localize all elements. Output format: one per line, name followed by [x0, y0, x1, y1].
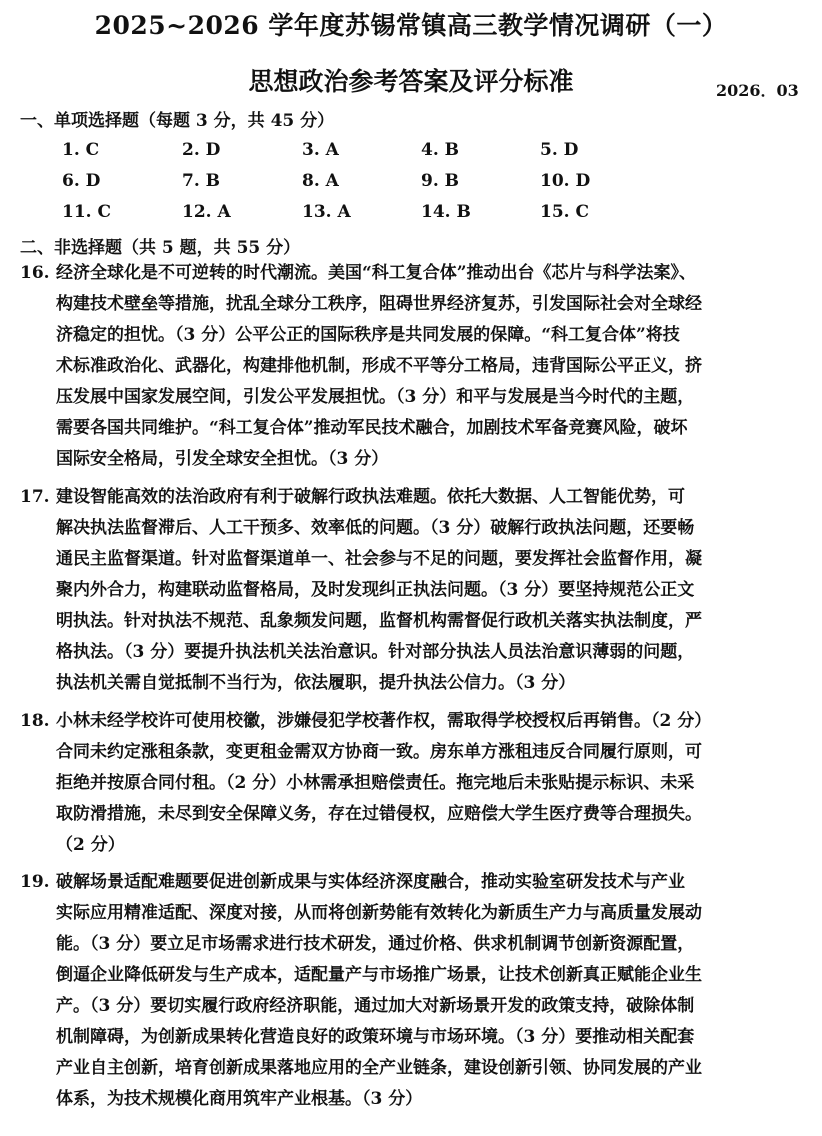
answer-q1: 1. C — [62, 140, 100, 160]
answer-q15: 15. C — [540, 202, 590, 222]
answer-row-2 — [0, 171, 822, 199]
question-16 — [20, 258, 810, 475]
question-18-text-5: （2 分） — [56, 835, 125, 855]
question-16-text-4: 术标准政治化、武器化，构建排他机制，形成不平等分工格局，违背国际公平正义，挤 — [56, 356, 702, 376]
question-19-text-6: 机制障碍，为创新成果转化营造良好的政策环境与市场环境。（3 分）要推动相关配套 — [56, 1027, 695, 1047]
question-18-text-1: 小林未经学校许可使用校徽，涉嫌侵犯学校著作权，需取得学校授权后再销售。（2 分） — [56, 711, 712, 731]
question-18 — [20, 706, 810, 861]
question-16-text-3: 济稳定的担忧。（3 分）公平公正的国际秩序是共同发展的保障。“科工复合体”将技 — [56, 325, 680, 345]
question-19-text-1: 破解场景适配难题要促进创新成果与实体经济深度融合，推动实验室研发技术与产业 — [56, 872, 685, 892]
section-2-heading: 二、非选择题（共 5 题，共 55 分） — [20, 238, 301, 258]
document-subtitle: 思想政治参考答案及评分标准 — [248, 67, 574, 96]
question-16-text-6: 需要各国共同维护。“科工复合体”推动军民技术融合，加剧技术军备竞赛风险，破坏 — [56, 418, 688, 438]
answer-row-3 — [0, 202, 822, 230]
question-19-text-2: 实际应用精准适配、深度对接，从而将创新势能有效转化为新质生产力与高质量发展动 — [56, 903, 702, 923]
answer-q13: 13. A — [302, 202, 351, 222]
question-17-text-6: 格执法。（3 分）要提升执法机关法治意识。针对部分执法人员法治意识薄弱的问题， — [56, 642, 695, 662]
question-16-text-7: 国际安全格局，引发全球安全担忧。（3 分） — [56, 449, 389, 469]
question-17-text-2: 解决执法监督滞后、人工干预多、效率低的问题。（3 分）破解行政执法问题，还要畅 — [56, 518, 695, 538]
question-17-text-1: 建设智能高效的法治政府有利于破解行政执法难题。依托大数据、人工智能优势，可 — [56, 487, 685, 507]
question-18-text-4: 取防滑措施，未尽到安全保障义务，存在过错侵权，应赔偿大学生医疗费等合理损失。 — [56, 804, 702, 824]
question-17-text-7: 执法机关需自觉抵制不当行为，依法履职，提升执法公信力。（3 分） — [56, 673, 576, 693]
answer-q14: 14. B — [421, 202, 471, 222]
answer-q3: 3. A — [302, 140, 339, 160]
question-17-number: 17. — [20, 487, 50, 507]
answer-q5: 5. D — [540, 140, 579, 160]
question-19-line-1 — [20, 867, 810, 898]
question-18-text-3: 拒绝并按原合同付租。（2 分）小林需承担赔偿责任。拖完地后未张贴提示标识、未采 — [56, 773, 695, 793]
section-1-heading: 一、单项选择题（每题 3 分，共 45 分） — [20, 111, 335, 131]
question-19-number: 19. — [20, 872, 50, 892]
answer-q7: 7. B — [182, 171, 221, 191]
answer-q8: 8. A — [302, 171, 339, 191]
question-16-text-5: 压发展中国家发展空间，引发公平发展担忧。（3 分）和平与发展是当今时代的主题， — [56, 387, 695, 407]
question-17 — [20, 482, 810, 699]
question-16-line-1 — [20, 258, 810, 289]
question-17-line-1 — [20, 482, 810, 513]
document-date: 2026．03 — [716, 81, 799, 100]
document-title: 2025~2026 学年度苏锡常镇高三教学情况调研（一） — [94, 11, 728, 40]
question-18-line-1 — [20, 706, 810, 737]
question-18-text-2: 合同未约定涨租条款，变更租金需双方协商一致。房东单方涨租违反合同履行原则，可 — [56, 742, 702, 762]
answer-q4: 4. B — [421, 140, 460, 160]
answer-q11: 11. C — [62, 202, 112, 222]
question-17-text-4: 聚内外合力，构建联动监督格局，及时发现纠正执法问题。（3 分）要坚持规范公正文 — [56, 580, 695, 600]
question-19 — [20, 867, 810, 1115]
question-17-text-5: 明执法。针对执法不规范、乱象频发问题，监督机构需督促行政机关落实执法制度，严 — [56, 611, 702, 631]
question-18-number: 18. — [20, 711, 50, 731]
answer-q2: 2. D — [182, 140, 221, 160]
question-19-text-8: 体系，为技术规模化商用筑牢产业根基。（3 分） — [56, 1089, 423, 1109]
question-16-text-2: 构建技术壁垒等措施，扰乱全球分工秩序，阻碍世界经济复苏，引发国际社会对全球经 — [56, 294, 702, 314]
question-19-text-3: 能。（3 分）要立足市场需求进行技术研发，通过价格、供求机制调节创新资源配置， — [56, 934, 695, 954]
answer-q12: 12. A — [182, 202, 231, 222]
answer-q9: 9. B — [421, 171, 460, 191]
question-19-text-4: 倒逼企业降低研发与生产成本，适配量产与市场推广场景，让技术创新真正赋能企业生 — [56, 965, 702, 985]
answer-q10: 10. D — [540, 171, 591, 191]
question-17-text-3: 通民主监督渠道。针对监督渠道单一、社会参与不足的问题，要发挥社会监督作用，凝 — [56, 549, 702, 569]
question-19-text-7: 产业自主创新，培育创新成果落地应用的全产业链条，建设创新引领、协同发展的产业 — [56, 1058, 702, 1078]
question-16-number: 16. — [20, 263, 50, 283]
answer-q6: 6. D — [62, 171, 101, 191]
answer-row-1 — [0, 140, 822, 168]
question-19-text-5: 产。（3 分）要切实履行政府经济职能，通过加大对新场景开发的政策支持，破除体制 — [56, 996, 695, 1016]
question-16-text-1: 经济全球化是不可逆转的时代潮流。美国“科工复合体”推动出台《芯片与科学法案》、 — [56, 263, 697, 283]
